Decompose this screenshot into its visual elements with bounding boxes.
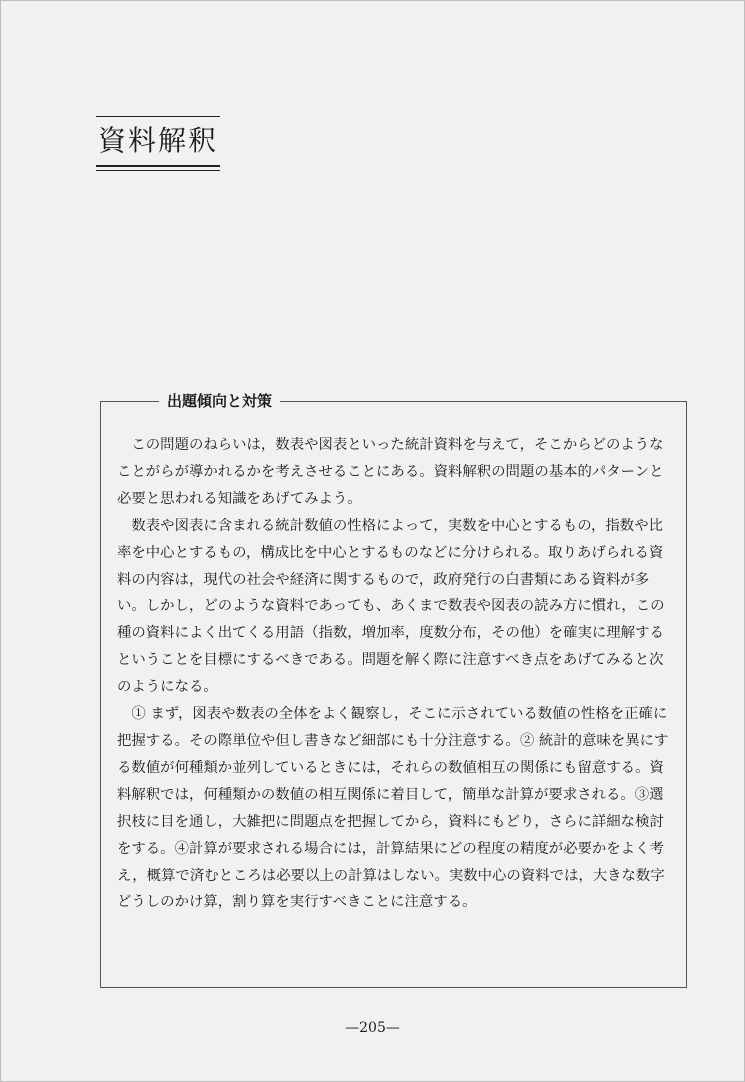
title-bottom-rule [96,165,220,167]
section-title: 資料解釈 [97,124,218,157]
paragraph: 数表や図表に含まれる統計数値の性格によって，実数を中心とするもの，指数や比率を中心とするもの，構成比を中心とするものなどに分けられる。取りあげられる資料の内容は，現代の社会や経済に関するもので，政府発行の白書類にある資料が多い。しかし，どのような資料であっても、あくまで数表や図表の読み方に慣れ，この種の資料によく出てくる用語（指数，増加率，度数分布，その他）を確実に理解するということを目標にするべきである。問題を解く際に注意すべき点をあげてみると次のようになる。 [117,517,665,696]
trend-and-strategy-box [100,392,687,988]
title-bottom-rule-thin [96,170,220,171]
paragraph: ① まず，図表や数表の全体をよく観察し，そこに示されている数値の性格を正確に把握する。その際単位や但し書きなど細部にも十分注意する。② 統計的意味を異にする数値が何種類か並列しているときには，それらの数値相互の関係にも留意する。資料解釈では，何種類かの数値の相互関係に着目して，簡単な計算が要求される。③選択枝に目を通し，大雑把に問題点を把握してから，資料にもどり，さらに詳細な検討をする。④計算が要求される場合には，計算結果にどの程度の精度が必要かをよく考え，概算で済むところは必要以上の計算はしない。実数中心の資料では，大きな数字どうしのかけ算，割り算を実行すべきことに注意する。 [117,706,669,911]
box-heading: 出題傾向と対策 [159,391,280,411]
paragraph: この問題のねらいは，数表や図表といった統計資料を与えて，そこからどのようなことがらが導かれるかを考えさせることにある。資料解釈の問題の基本的パターンと必要と思われる知識をあげてみよう。 [117,437,664,507]
page-number: —205— [345,1020,400,1036]
title-top-rule [96,116,220,117]
section-title-block [96,116,220,174]
box-body [117,432,673,916]
